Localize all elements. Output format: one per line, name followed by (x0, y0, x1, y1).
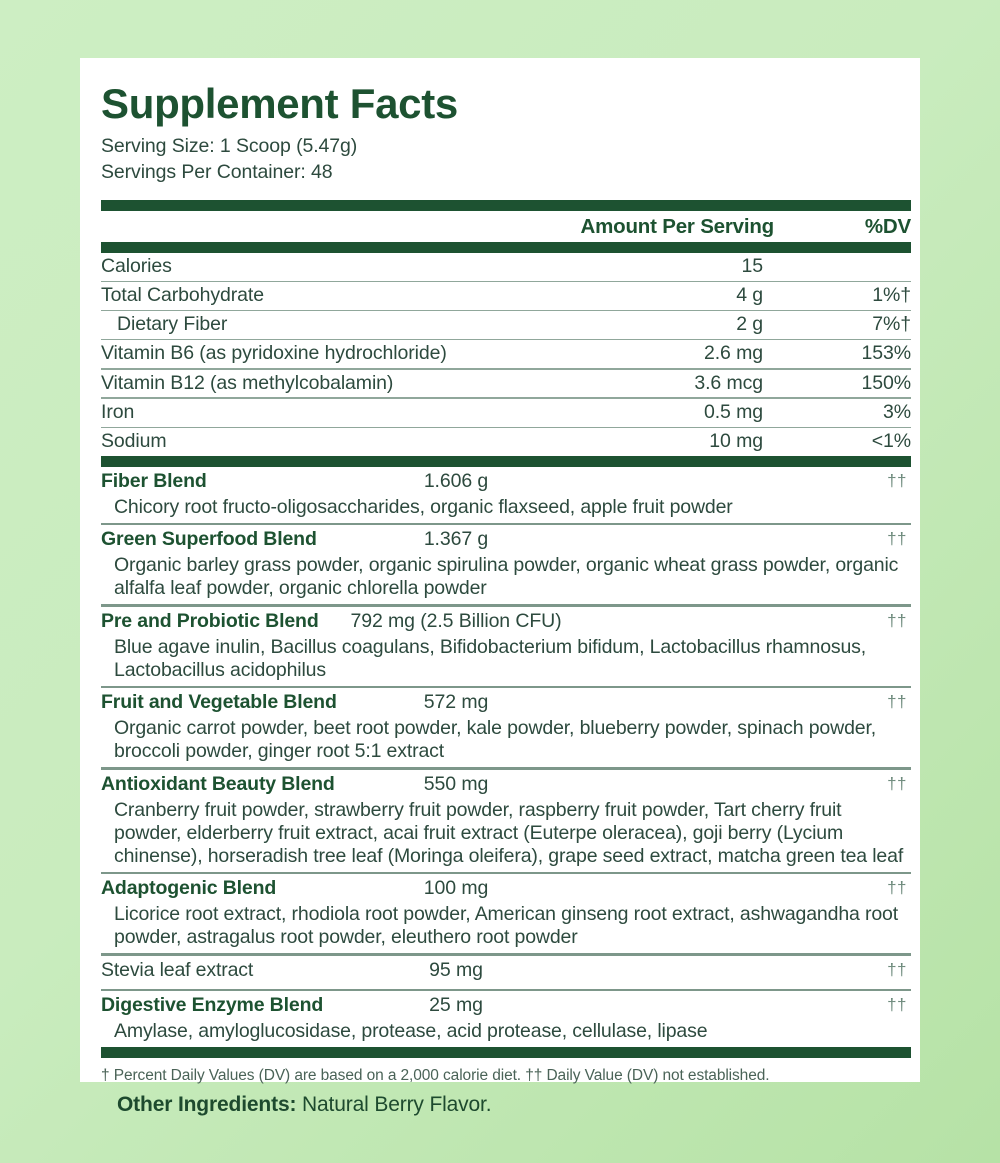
page-title: Supplement Facts (101, 80, 458, 127)
nutrient-daily-value: 3% (883, 400, 911, 423)
nutrient-daily-value: 153% (861, 342, 911, 365)
nutrient-row (101, 428, 911, 456)
nutrient-name: Sodium (101, 430, 167, 452)
nutrient-name: Dietary Fiber (117, 313, 228, 336)
blend-row (101, 525, 911, 604)
nutrient-name: Vitamin B12 (as methylcobalamin) (101, 371, 394, 394)
blend-dagger-marker: †† (887, 529, 907, 549)
nutrient-amount: 2 g (736, 313, 763, 336)
servings-per-container: Servings Per Container: 48 (101, 160, 333, 183)
blend-row (101, 991, 911, 1047)
blend-dagger-marker: †† (887, 692, 907, 712)
nutrient-row (101, 370, 911, 398)
other-ingredients-label: Other Ingredients: (117, 1093, 297, 1116)
nutrient-row (101, 399, 911, 427)
blend-dagger-marker: †† (887, 610, 907, 630)
blend-name: Stevia leaf extract (101, 958, 254, 981)
nutrient-name: Vitamin B6 (as pyridoxine hydrochloride) (101, 342, 447, 365)
divider-bar-bottom (101, 1047, 911, 1058)
nutrient-amount: 0.5 mg (703, 400, 763, 423)
daily-value-footnote: † Percent Daily Values (DV) are based on a 2,000 calorie diet. †† Daily Value (DV) not established. (101, 1067, 770, 1085)
blend-name: Green Superfood Blend (101, 528, 317, 551)
other-ingredients-value: Natural Berry Flavor. (302, 1093, 492, 1116)
blend-dagger-marker: †† (887, 773, 907, 793)
blend-row (101, 607, 911, 686)
blend-ingredients: Blue agave inulin, Bacillus coagulans, Bifidobacterium bifidum, Lactobacillus rhamnosus, Lactobacillus acidophilus (114, 635, 867, 681)
column-header-dv: %DV (864, 214, 911, 238)
blend-name: Adaptogenic Blend (101, 877, 277, 900)
nutrient-amount: 10 mg (709, 430, 763, 452)
nutrient-table (101, 253, 911, 456)
nutrient-name: Iron (101, 400, 135, 423)
nutrient-daily-value: 150% (861, 371, 911, 394)
blend-name: Fiber Blend (101, 469, 207, 492)
nutrient-daily-value: 1%† (872, 284, 911, 307)
blend-name: Fruit and Vegetable Blend (101, 691, 337, 714)
nutrient-amount: 3.6 mcg (694, 371, 763, 394)
serving-size: Serving Size: 1 Scoop (5.47g) (101, 135, 358, 158)
blend-amount: 95 mg (429, 958, 483, 981)
blend-ingredients: Amylase, amyloglucosidase, protease, acid protease, cellulase, lipase (114, 1020, 708, 1043)
nutrient-row (101, 253, 911, 281)
blend-ingredients: Organic carrot powder, beet root powder, kale powder, blueberry powder, spinach powder, broccoli powder, ginger root 5:1 extract (114, 717, 876, 763)
blend-row (101, 956, 911, 989)
blend-amount: 1.606 g (423, 469, 489, 492)
blend-ingredients: Licorice root extract, rhodiola root powder, American ginseng root extract, ashwagandha root powder, astragalus root powder, eleuthero root powder (114, 903, 898, 949)
supplement-facts-panel (80, 58, 920, 1085)
divider-bar-top (101, 200, 911, 211)
table-header-row (101, 211, 911, 242)
nutrient-amount: 15 (741, 254, 763, 277)
blend-dagger-marker: †† (887, 878, 907, 898)
blend-name: Digestive Enzyme Blend (101, 994, 324, 1017)
nutrient-name: Calories (101, 254, 172, 277)
blend-name: Antioxidant Beauty Blend (101, 772, 335, 795)
blend-row (101, 770, 911, 872)
nutrient-row (101, 340, 911, 368)
blend-row (101, 467, 911, 523)
nutrient-daily-value: 7%† (872, 313, 911, 336)
serving-info (101, 134, 911, 186)
nutrient-daily-value: <1% (871, 430, 911, 452)
blend-row (101, 688, 911, 767)
nutrient-amount: 4 g (736, 284, 763, 307)
divider-bar-blends (101, 456, 911, 467)
blend-dagger-marker: †† (887, 995, 907, 1015)
blend-amount: 1.367 g (423, 528, 489, 551)
nutrient-amount: 2.6 mg (703, 342, 763, 365)
blend-ingredients: Organic barley grass powder, organic spirulina powder, organic wheat grass powder, organic alfalfa leaf powder, organic chlorella powder (114, 554, 899, 600)
blend-row (101, 874, 911, 953)
blend-amount: 100 mg (423, 877, 489, 900)
blend-amount: 792 mg (2.5 Billion CFU) (350, 609, 562, 632)
blend-amount: 572 mg (423, 691, 489, 714)
blend-dagger-marker: †† (887, 470, 907, 490)
blend-amount: 25 mg (429, 994, 483, 1017)
divider-bar-header (101, 242, 911, 253)
blend-dagger-marker: †† (887, 959, 907, 979)
blend-ingredients: Chicory root fructo-oligosaccharides, organic flaxseed, apple fruit powder (114, 495, 733, 518)
nutrient-name: Total Carbohydrate (101, 284, 264, 307)
blend-table (101, 467, 911, 1048)
nutrient-row (101, 311, 911, 339)
other-ingredients (117, 1093, 491, 1117)
blend-name: Pre and Probiotic Blend (101, 609, 319, 632)
column-header-amount: Amount Per Serving (580, 214, 774, 238)
nutrient-row (101, 282, 911, 310)
blend-amount: 550 mg (423, 772, 489, 795)
blend-ingredients: Cranberry fruit powder, strawberry fruit powder, raspberry fruit powder, Tart cherry fruit powder, elderberry fruit extract, acai fruit extract (Euterpe oleracea), goji berry (Lycium chinense), horseradish tree leaf (Moringa oleifera), grape seed extract, matcha green tea leaf (114, 798, 904, 867)
